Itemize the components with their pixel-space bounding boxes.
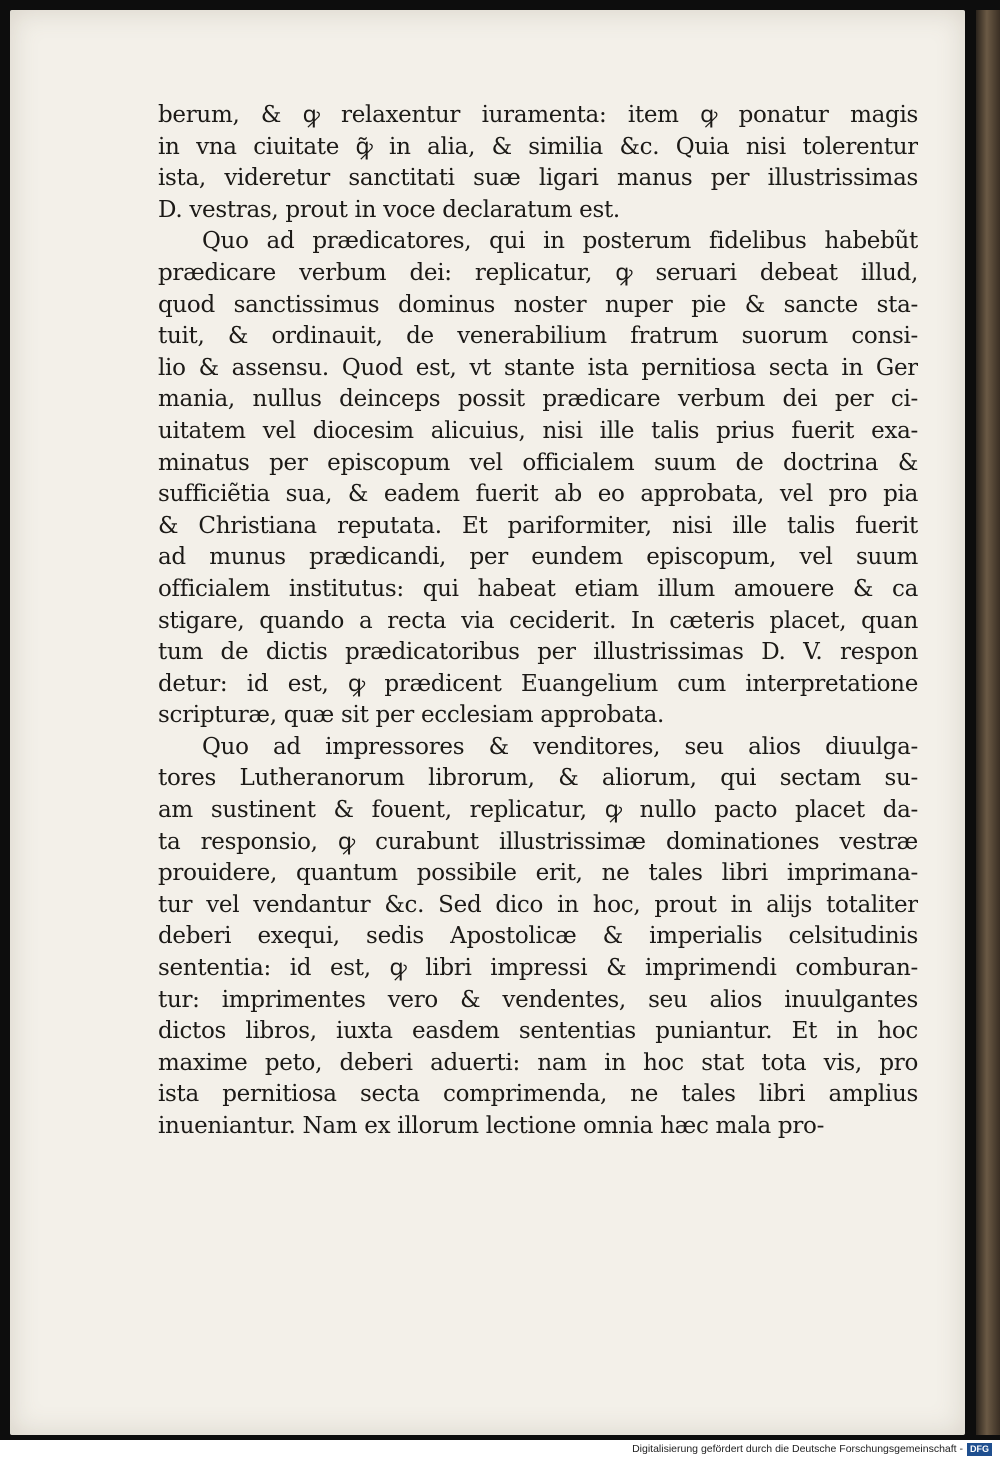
text-line: tores Lutheranorum librorum, & aliorum, qui sectam su- — [158, 765, 918, 792]
text-line: ad munus prædicandi, per eundem episcopum, vel suum — [158, 544, 918, 571]
text-line: prouidere, quantum possibile erit, ne tales libri imprimana- — [158, 860, 918, 887]
text-line: tur: imprimentes vero & vendentes, seu alios inuulgantes — [158, 986, 918, 1013]
text-line: dictos libros, iuxta easdem sententias puniantur. Et in hoc — [158, 1018, 918, 1045]
text-line: stigare, quando a recta via ceciderit. In cæteris placet, quan — [158, 607, 918, 634]
text-line: quod sanctissimus dominus noster nuper pie & sancte sta- — [158, 291, 918, 318]
text-line: in vna ciuitate ꝙ̃ in alia, & similia &c. Quia nisi tolerentur — [158, 133, 918, 160]
text-line: uitatem vel diocesim alicuius, nisi ille talis prius fuerit exa- — [158, 417, 918, 444]
text-line: officialem institutus: qui habeat etiam illum amouere & ca — [158, 575, 918, 602]
text-line: inueniantur. Nam ex illorum lectione omnia hæc mala pro- — [158, 1113, 825, 1139]
text-line: ista, videretur sanctitati suæ ligari manus per illustrissimas — [158, 165, 918, 192]
text-line: Quo ad impressores & venditores, seu alios diuulga- — [202, 733, 918, 760]
credit-text: Digitalisierung gefördert durch die Deutsche Forschungsgemeinschaft - — [632, 1443, 963, 1455]
text-line: sufficiẽtia sua, & eadem fuerit ab eo approbata, vel pro pia — [158, 481, 918, 508]
text-line: detur: id est, ꝙ prædicent Euangelium cum interpretatione — [158, 670, 918, 697]
text-line: minatus per episcopum vel officialem suum de doctrina & — [158, 449, 918, 476]
book-page-edge — [976, 10, 1000, 1435]
text-line: scripturæ, quæ sit per ecclesiam approbata. — [158, 702, 665, 729]
text-line: deberi exequi, sedis Apostolicæ & imperialis celsitudinis — [158, 923, 918, 950]
body-text — [158, 100, 918, 1143]
text-line: prædicare verbum dei: replicatur, ꝙ seruari debeat illud, — [158, 259, 918, 286]
text-line: D. vestras, prout in voce declaratum est. — [158, 196, 620, 223]
text-line: mania, nullus deinceps possit prædicare verbum dei per ci- — [158, 386, 918, 413]
text-line: tum de dictis prædicatoribus per illustrissimas D. V. respon — [158, 639, 918, 666]
text-line: lio & assensu. Quod est, vt stante ista pernitiosa secta in Ger — [158, 354, 918, 381]
text-line: ista pernitiosa secta comprimenda, ne tales libri amplius — [158, 1081, 918, 1108]
text-line: sententia: id est, ꝙ libri impressi & imprimendi comburan- — [158, 955, 918, 982]
text-line: Quo ad prædicatores, qui in posterum fidelibus habebũt — [202, 228, 918, 255]
text-line: tuit, & ordinauit, de venerabilium fratrum suorum consi- — [158, 323, 918, 350]
text-line: maxime peto, deberi aduerti: nam in hoc stat tota vis, pro — [158, 1049, 918, 1076]
text-line: tur vel vendantur &c. Sed dico in hoc, prout in alijs totaliter — [158, 891, 918, 918]
text-line: ta responsio, ꝙ curabunt illustrissimæ dominationes vestræ — [158, 828, 918, 855]
dfg-logo-icon: DFG — [967, 1443, 992, 1456]
digitization-credit — [632, 1442, 992, 1456]
text-line: berum, & ꝙ relaxentur iuramenta: item ꝙ ponatur magis — [158, 102, 918, 128]
text-line: am sustinent & fouent, replicatur, ꝙ nullo pacto placet da- — [158, 797, 918, 824]
text-line: & Christiana reputata. Et pariformiter, nisi ille talis fuerit — [158, 512, 918, 539]
